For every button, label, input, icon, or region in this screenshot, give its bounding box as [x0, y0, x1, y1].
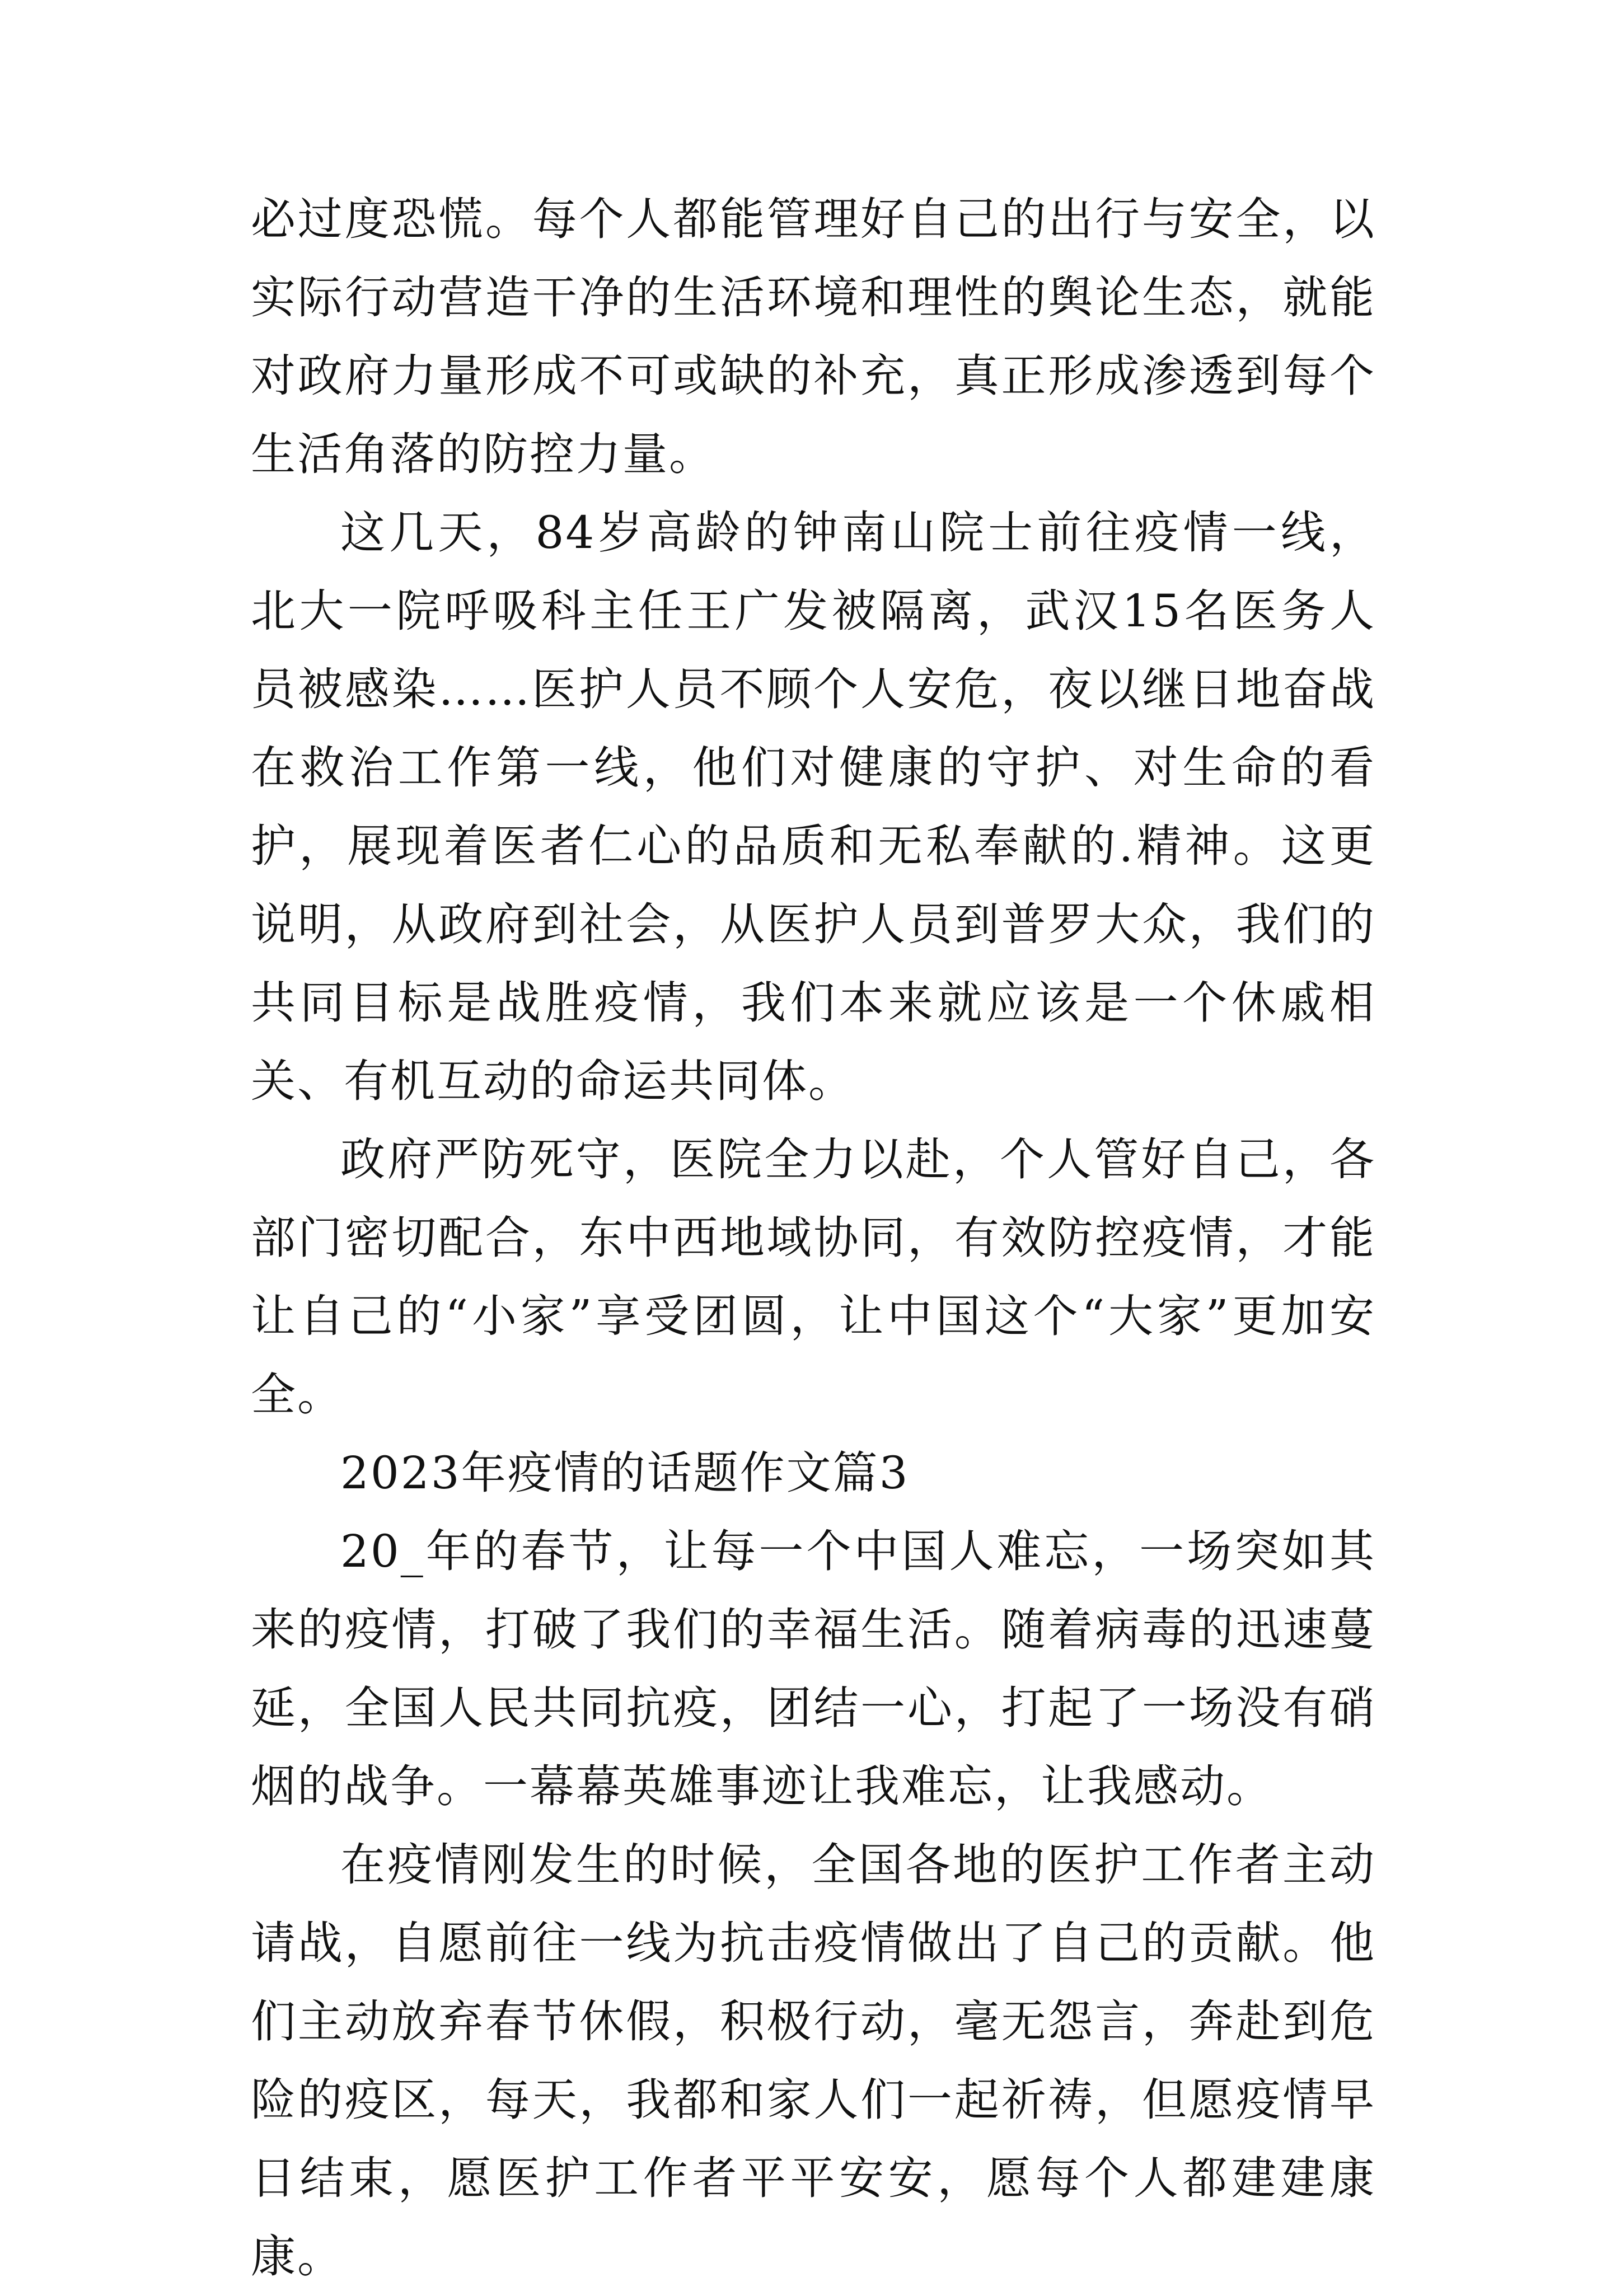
- paragraph-medical-workers: 在疫情刚发生的时候，全国各地的医护工作者主动请战，自愿前往一线为抗击疫情做出了自己的贡献。他们主动放弃春节休假，积极行动，毫无怨言，奔赴到危险的疫区，每天，我都和家人们一起祈祷，但愿疫情早日结束，愿医护工作者平平安安，愿每个人都建建康康。: [251, 1839, 1376, 2283]
- paragraph-continuation: 必过度恐慌。每个人都能管理好自己的出行与安全，以实际行动营造干净的生活环境和理性的舆论生态，就能对政府力量形成不可或缺的补充，真正形成渗透到每个生活角落的防控力量。: [251, 193, 1376, 480]
- document-body: [251, 180, 1376, 2296]
- paragraph-medical-staff: 这几天，84岁高龄的钟南山院士前往疫情一线，北大一院呼吸科主任王广发被隔离，武汉15名医务人员被感染……医护人员不顾个人安危，夜以继日地奋战在救治工作第一线，他们对健康的守护、对生命的看护，展现着医者仁心的品质和无私奉献的.精神。这更说明，从政府到社会，从医护人员到普罗大众，我们的共同目标是战胜疫情，我们本来就应该是一个休戚相关、有机互动的命运共同体。: [251, 507, 1376, 1107]
- paragraph-government: 政府严防死守，医院全力以赴，个人管好自己，各部门密切配合，东中西地域协同，有效防控疫情，才能让自己的“小家”享受团圆，让中国这个“大家”更加安全。: [251, 1133, 1376, 1421]
- paragraph-spring-festival: 20_年的春节，让每一个中国人难忘，一场突如其来的疫情，打破了我们的幸福生活。随着病毒的迅速蔓延，全国人民共同抗疫，团结一心，打起了一场没有硝烟的战争。一幕幕英雄事迹让我难忘，让我感动。: [251, 1525, 1376, 1812]
- section-heading: 2023年疫情的话题作文篇3: [340, 1447, 910, 1499]
